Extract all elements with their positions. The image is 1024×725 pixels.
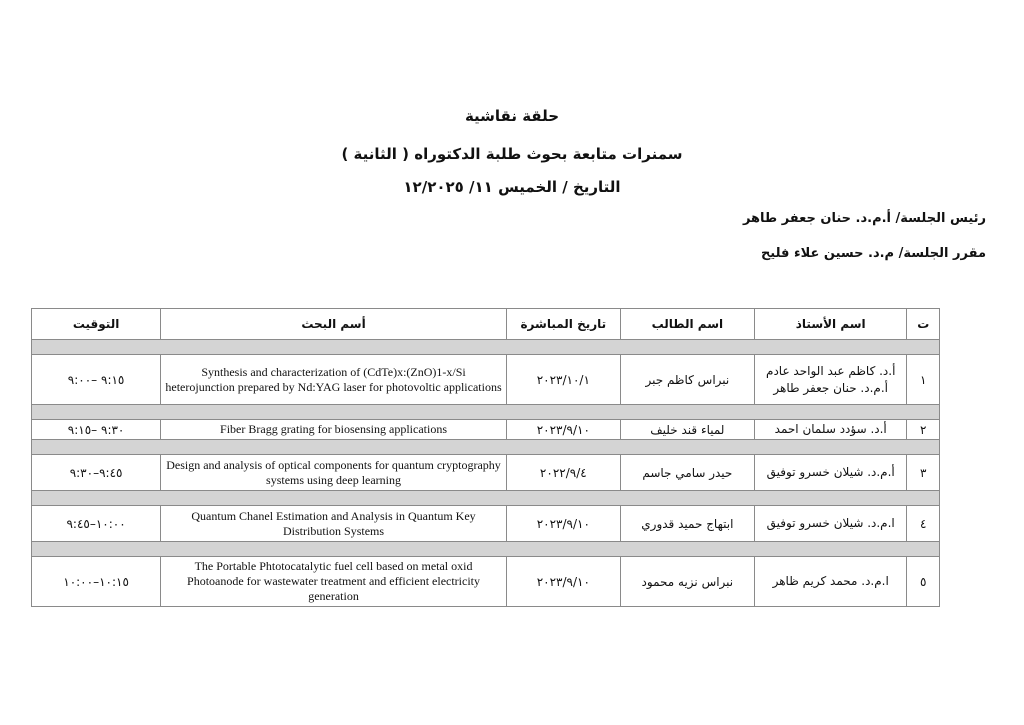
header-teacher: اسم الأستاذ [754,309,907,340]
document-subtitle: سمنرات متابعة بحوث طلبة الدكتوراه ( الثانية ) [341,145,683,163]
row-start-date: ٢٠٢٣/٩/١٠ [506,420,620,440]
header-student: اسم الطالب [620,309,754,340]
table-row [32,455,940,491]
schedule-table [31,308,940,607]
date-line: التاريخ / الخميس ١١/ ١٢/٢٠٢٥ [403,178,621,196]
row-start-date: ٢٠٢٣/١٠/١ [506,355,620,405]
document-title: حلقة نقاشية [464,107,560,125]
table-spacer-row [32,491,940,506]
row-start-date: ٢٠٢٣/٩/١٠ [506,557,620,607]
row-time: ١٠:٠٠–٩:٤٥ [32,506,161,542]
table-spacer-row [32,542,940,557]
table-spacer-row [32,405,940,420]
row-student: ابتهاج حميد قدوري [620,506,754,542]
row-title: Design and analysis of optical components for quantum cryptography systems using deep learning [161,455,507,491]
header-title: أسم البحث [161,309,507,340]
row-title: Synthesis and characterization of (CdTe)x:(ZnO)1-x/Si heterojunction prepared by Nd:YAG laser for photovoltic applications [161,355,507,405]
row-teacher [754,506,907,542]
row-time: ٩:٣٠ –٩:١٥ [32,420,161,440]
header-num: ت [907,309,940,340]
header-start-date: تاريخ المباشرة [506,309,620,340]
header-time: التوقيت [32,309,161,340]
session-chair: رئيس الجلسة/ أ.م.د. حنان جعفر طاهر [742,211,986,226]
row-student: حيدر سامي جاسم [620,455,754,491]
row-title: The Portable Phtotocatalytic fuel cell based on metal oxid Photoanode for wastewater treatment and efficient electricity generation [161,557,507,607]
row-num: ١ [907,355,940,405]
row-teacher [754,557,907,607]
row-title: Fiber Bragg grating for biosensing applications [161,420,507,440]
table-spacer-row [32,340,940,355]
teacher-name: أ.د. سؤدد سلمان احمد [774,422,887,436]
row-student: نبراس كاظم جبر [620,355,754,405]
table-header-row [32,309,940,340]
table-row [32,355,940,405]
row-time: ١٠:١٥–١٠:٠٠ [32,557,161,607]
session-secretary: مقرر الجلسة/ م.د. حسين علاء فليح [760,246,986,261]
teacher-name: أ.م.د. شيلان خسرو توفيق [766,465,895,479]
row-start-date: ٢٠٢٣/٩/١٠ [506,506,620,542]
teacher-name: ا.م.د. شيلان خسرو توفيق [766,516,895,530]
row-student: لمياء قند خليف [620,420,754,440]
teacher-name: أ.م.د. حنان جعفر طاهر [773,380,888,395]
row-title: Quantum Chanel Estimation and Analysis in Quantum Key Distribution Systems [161,506,507,542]
table-spacer-row [32,440,940,455]
row-teacher [754,420,907,440]
teacher-name: أ.د. كاظم عبد الواحد عادم [766,363,896,378]
row-teacher [754,355,907,405]
row-teacher [754,455,907,491]
row-num: ٢ [907,420,940,440]
teacher-name: ا.م.د. محمد كريم ظاهر [772,574,889,588]
row-num: ٥ [907,557,940,607]
table-row [32,506,940,542]
row-start-date: ٢٠٢٢/٩/٤ [506,455,620,491]
row-num: ٣ [907,455,940,491]
table-row [32,420,940,440]
row-student: نبراس نزيه محمود [620,557,754,607]
row-time: ٩:١٥ –٩:٠٠ [32,355,161,405]
table-row [32,557,940,607]
row-num: ٤ [907,506,940,542]
row-time: ٩:٤٥–٩:٣٠ [32,455,161,491]
